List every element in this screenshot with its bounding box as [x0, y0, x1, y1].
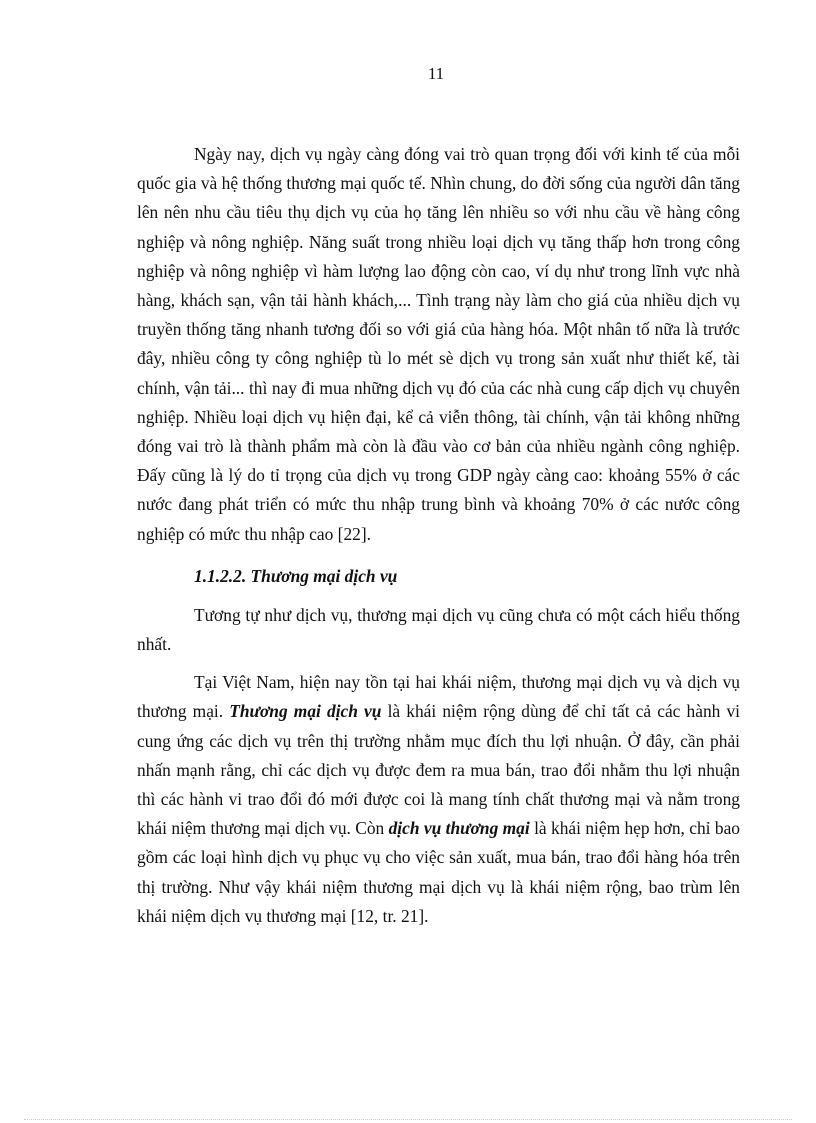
- paragraph-trade-services-intro: Tương tự như dịch vụ, thương mại dịch vụ cũng chưa có một cách hiểu thống nhất.: [137, 604, 740, 655]
- term-commercial-services: dịch vụ thương mại: [388, 818, 530, 839]
- paragraph-text-2: là khái niệm rộng dùng để chỉ tất cả các hành vi cung ứng các dịch vụ trên thị trường nhằm mục đích thu lợi nhuận. Ở đây, cần phải nhấn mạnh rằng, chỉ các dịch vụ được đem ra mua bán, trao đổi nhằm thu lợi nhuận thì các hành vi trao đổi đó mới được coi là mang tính chất thương mại và nằm trong khái niệm thương mại dịch vụ. Còn: [137, 701, 741, 839]
- paragraph-trade-services-definition: [137, 668, 740, 931]
- page-number: 11: [427, 64, 445, 83]
- section-heading: 1.1.2.2. Thương mại dịch vụ: [194, 565, 398, 586]
- term-trade-in-services: Thương mại dịch vụ: [229, 701, 382, 722]
- footer-divider: [24, 1119, 792, 1120]
- page-content: [137, 140, 740, 931]
- paragraph-text-3: là khái niệm hẹp hơn, chỉ bao gồm các loại hình dịch vụ phục vụ cho việc sản xuất, mua bán, trao đổi hàng hóa trên thị trường. Như vậy khái niệm thương mại dịch vụ là khái niệm rộng, bao trùm lên khái niệm dịch vụ thương mại [12, tr. 21].: [137, 818, 740, 926]
- paragraph-services-role: Ngày nay, dịch vụ ngày càng đóng vai trò quan trọng đối với kinh tế của mỗi quốc gia và hệ thống thương mại quốc tế. Nhìn chung, do đời sống của người dân tăng lên nên nhu cầu tiêu thụ dịch vụ của họ tăng lên nhiều so với nhu cầu về hàng công nghiệp và nông nghiệp. Năng suất trong nhiều loại dịch vụ tăng thấp hơn trong công nghiệp và nông nghiệp vì hàm lượng lao động còn cao, ví dụ như trong lĩnh vực nhà hàng, khách sạn, vận tải hành khách,... Tình trạng này làm cho giá của nhiều dịch vụ truyền thống tăng nhanh tương đối so với giá của hàng hóa. Một nhân tố nữa là trước đây, nhiều công ty công nghiệp tù lo mét sè dịch vụ trong sản xuất như thiết kế, tài chính, vận tải... thì nay đi mua những dịch vụ đó của các nhà cung cấp dịch vụ chuyên nghiệp. Nhiều loại dịch vụ hiện đại, kể cả viễn thông, tài chính, vận tải không những đóng vai trò là thành phẩm mà còn là đầu vào cơ bản của nhiều ngành công nghiệp. Đấy cũng là lý do tỉ trọng của dịch vụ trong GDP ngày càng cao: khoảng 55% ở các nước đang phát triển có mức thu nhập trung bình và khoảng 70% ở các nước công nghiệp có mức thu nhập cao [22].: [137, 144, 740, 544]
- paragraph-text-1: Tại Việt Nam, hiện nay tồn tại hai khái niệm, thương mại dịch vụ và dịch vụ thương mại.: [137, 672, 740, 722]
